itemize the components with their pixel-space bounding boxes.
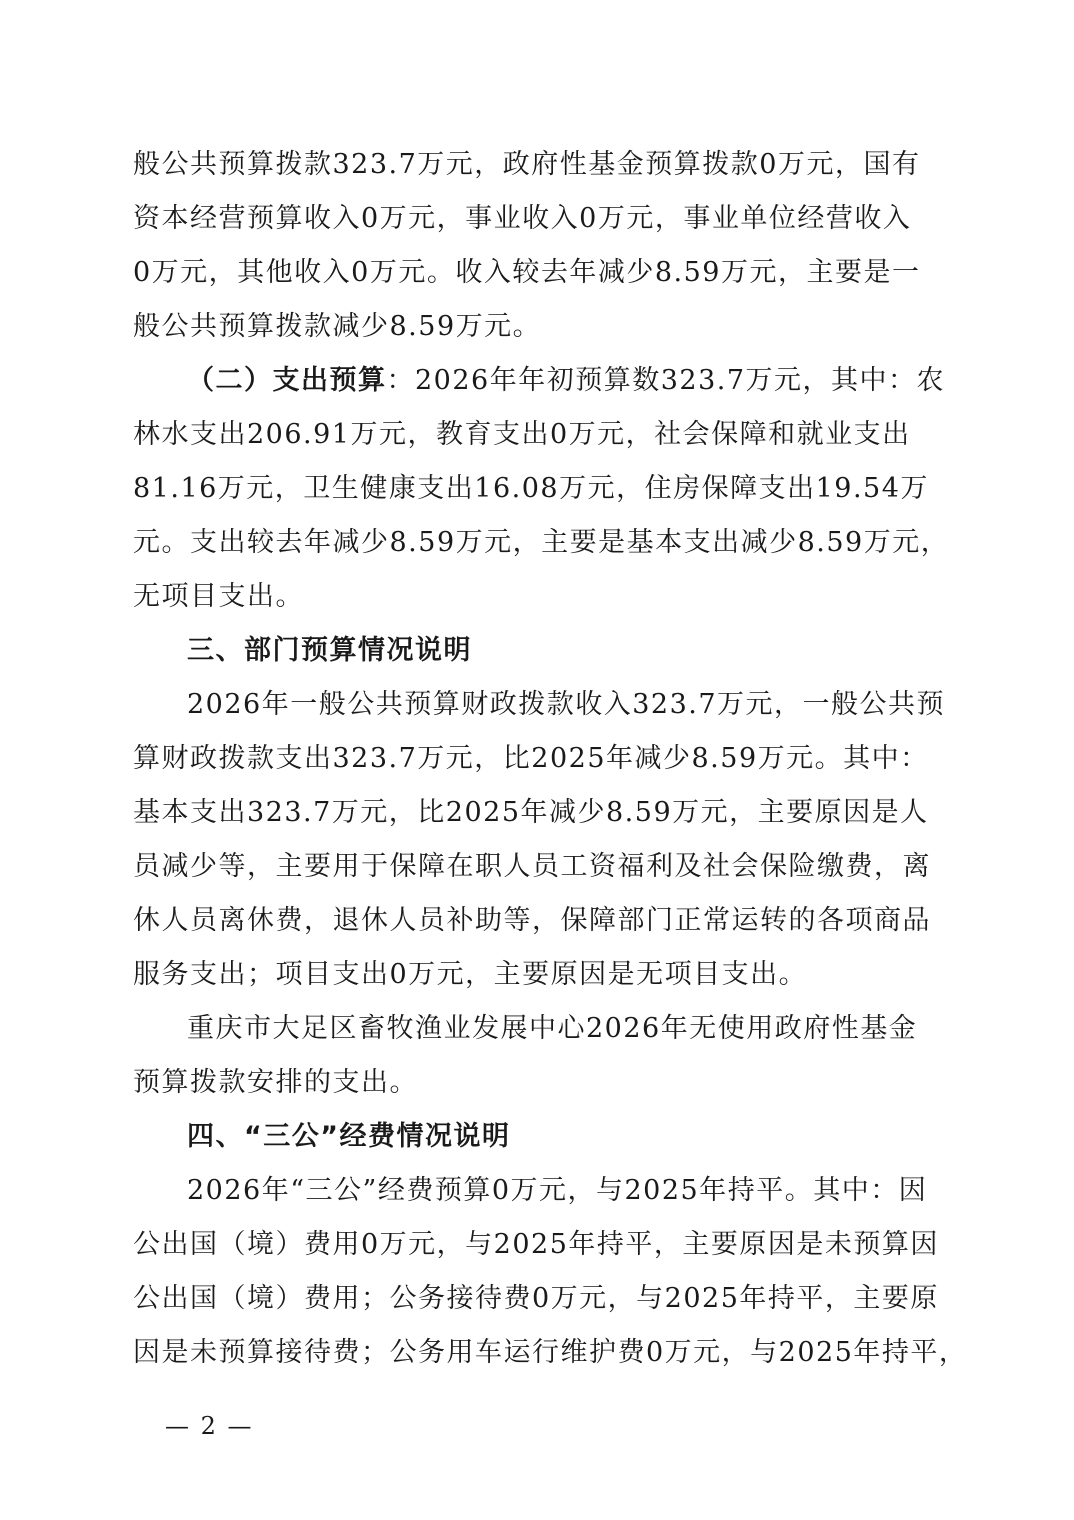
body-text-line: 公出国（境）费用；公务接待费0万元，与2025年持平，主要原 bbox=[133, 1283, 939, 1314]
document-body bbox=[133, 138, 968, 1380]
body-text-line: 预算拨款安排的支出。 bbox=[133, 1067, 418, 1098]
page-number: — 2 — bbox=[165, 1412, 254, 1440]
body-text-line: 元。支出较去年减少8.59万元，主要是基本支出减少8.59万元， bbox=[133, 527, 950, 558]
body-text-line: 81.16万元，卫生健康支出16.08万元，住房保障支出19.54万 bbox=[133, 473, 929, 504]
body-text-line: 无项目支出。 bbox=[133, 581, 304, 612]
body-text-line: 休人员离休费，退休人员补助等，保障部门正常运转的各项商品 bbox=[133, 905, 931, 936]
body-text: ：2026年年初预算数323.7万元，其中：农 bbox=[386, 365, 946, 396]
expenditure-budget-label: （二）支出预算 bbox=[187, 365, 387, 396]
body-text-line: 因是未预算接待费；公务用车运行维护费0万元，与2025年持平， bbox=[133, 1337, 968, 1368]
body-text-line: 公出国（境）费用0万元，与2025年持平，主要原因是未预算因 bbox=[133, 1229, 939, 1260]
body-text-line: 基本支出323.7万元，比2025年减少8.59万元，主要原因是人 bbox=[133, 797, 929, 828]
body-text-line: 2026年一般公共预算财政拨款收入323.7万元，一般公共预 bbox=[187, 689, 946, 720]
body-text-line: 2026年“三公”经费预算0万元，与2025年持平。其中：因 bbox=[187, 1175, 928, 1206]
section-heading: 三、部门预算情况说明 bbox=[187, 635, 472, 666]
body-text-line: 林水支出206.91万元，教育支出0万元，社会保障和就业支出 bbox=[133, 419, 911, 450]
expenditure-budget-paragraph bbox=[133, 354, 946, 408]
body-text-line: 重庆市大足区畜牧渔业发展中心2026年无使用政府性基金 bbox=[187, 1013, 918, 1044]
body-text-line: 资本经营预算收入0万元，事业收入0万元，事业单位经营收入 bbox=[133, 203, 912, 234]
body-text-line: 般公共预算拨款减少8.59万元。 bbox=[133, 311, 542, 342]
body-text-line: 0万元，其他收入0万元。收入较去年减少8.59万元，主要是一 bbox=[133, 257, 921, 288]
body-text-line: 算财政拨款支出323.7万元，比2025年减少8.59万元。其中： bbox=[133, 743, 929, 774]
section-heading: 四、“三公”经费情况说明 bbox=[187, 1121, 511, 1152]
body-text-line: 员减少等，主要用于保障在职人员工资福利及社会保险缴费，离 bbox=[133, 851, 931, 882]
body-text-line: 般公共预算拨款323.7万元，政府性基金预算拨款0万元，国有 bbox=[133, 149, 921, 180]
body-text-line: 服务支出；项目支出0万元，主要原因是无项目支出。 bbox=[133, 959, 808, 990]
